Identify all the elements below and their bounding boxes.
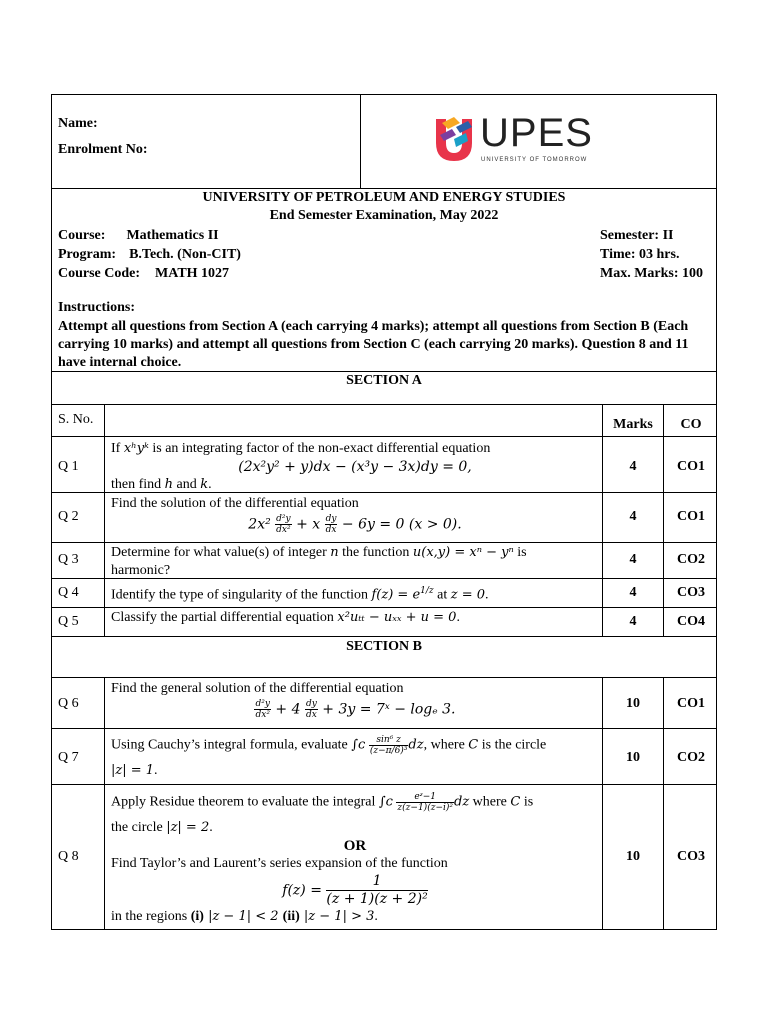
q4-math-z: z = 0 [450, 587, 486, 603]
q6-frac2-num: dy [305, 699, 317, 709]
course-row [58, 228, 219, 244]
instructions-label: Instructions: [58, 300, 136, 315]
code-row [58, 266, 229, 282]
header [52, 95, 716, 189]
q8-line4: Find Taylor’s and Laurent’s series expansion of the function [111, 856, 448, 871]
q3-math-u: u(x,y) = xⁿ − yⁿ [412, 545, 514, 560]
q6-frac1 [254, 699, 270, 720]
q6-marks: 10 [626, 696, 640, 711]
q7-number: Q 7 [58, 750, 79, 765]
exam-paper [51, 94, 717, 930]
q5-text-b: . [456, 610, 460, 625]
q7-text-d: . [154, 763, 158, 778]
time: Time: 03 hrs. [600, 247, 680, 262]
q3-number: Q 3 [58, 552, 79, 567]
q4-co: CO3 [677, 585, 705, 600]
exam-info [52, 188, 716, 372]
section-b-title: SECTION B [346, 639, 422, 654]
program-row [58, 247, 241, 263]
q8-frac-den: z(z−1)(z−i)² [397, 803, 453, 813]
q4-text-c: . [485, 587, 489, 603]
q8-math-c: C [510, 794, 521, 810]
q8-math-r2: |z − 1| > 3 [299, 909, 375, 924]
q8-region-ii: (ii) [282, 909, 300, 924]
col-line [663, 677, 664, 930]
q1-co: CO1 [677, 459, 705, 474]
q8-text-d: the circle [111, 820, 167, 835]
q2-eq-c: − 6y = 0 (x > 0). [337, 516, 462, 533]
col-line [104, 404, 105, 636]
q8-number: Q 8 [58, 849, 79, 864]
q6-number: Q 6 [58, 696, 79, 711]
upes-logo [432, 113, 592, 169]
q8-region-i: (i) [190, 909, 204, 924]
q6-frac1-num: d²y [255, 699, 270, 709]
q2-frac1-den: dx² [276, 525, 291, 535]
q2-frac2-num: dy [325, 514, 337, 524]
q2-text [111, 495, 599, 535]
exam-title: End Semester Examination, May 2022 [269, 208, 499, 223]
q8-math-r1: |z − 1| < 2 [203, 909, 283, 924]
q6-text [111, 680, 599, 720]
col-line [104, 677, 105, 930]
q2-line1: Find the solution of the differential equation [111, 496, 359, 511]
logo-mark-icon [432, 113, 476, 163]
divider [52, 436, 716, 437]
q6-line1: Find the general solution of the differential equation [111, 681, 404, 696]
q4-text-a: Identify the type of singularity of the function [111, 587, 372, 603]
course-value: Mathematics II [126, 228, 219, 243]
q5-math: x²uₜₜ − uₓₓ + u = 0 [337, 610, 457, 625]
divider [52, 404, 716, 405]
q5-number: Q 5 [58, 614, 79, 629]
q7-math-c: C [468, 737, 479, 753]
q8-big-frac-num: 1 [326, 873, 427, 891]
q8-text-b: where [469, 794, 511, 810]
q8-math-circle: |z| = 2 [166, 820, 210, 835]
course-label: Course: [58, 228, 106, 243]
q2-number: Q 2 [58, 509, 79, 524]
student-info-box [52, 95, 361, 188]
enrolment-label: Enrolment No: [58, 142, 148, 157]
q4-marks: 4 [629, 585, 637, 600]
divider [52, 542, 716, 543]
q8-co: CO3 [677, 849, 705, 864]
q4-math-f: f(z) = e [371, 587, 421, 603]
q8-dz: dz [454, 794, 470, 810]
semester: Semester: II [600, 228, 674, 243]
q7-text-c: is the circle [478, 737, 547, 753]
q4-number: Q 4 [58, 585, 79, 600]
q8-integral: ∫ᴄ [378, 794, 393, 810]
q8-text-c: is [520, 794, 534, 810]
q6-frac1-den: dx² [255, 710, 270, 720]
q2-eq-a: 2x² [248, 516, 271, 533]
q8-big-frac [326, 873, 427, 908]
q1-number: Q 1 [58, 459, 79, 474]
code-label: Course Code: [58, 266, 141, 281]
q2-frac2 [325, 514, 338, 535]
divider [52, 636, 716, 637]
col-line [602, 677, 603, 930]
university-name: UNIVERSITY OF PETROLEUM AND ENERGY STUDIES [202, 190, 566, 205]
q8-frac-num: eᶻ−1 [396, 792, 454, 803]
q8-text-g: . [374, 909, 378, 924]
q5-text [111, 609, 599, 627]
q1-text-e: . [208, 477, 212, 492]
q1-text-c: then find [111, 477, 165, 492]
q6-eq-b: + 3y = 7ˣ − logₑ 3. [317, 701, 456, 718]
divider [52, 578, 716, 579]
q2-frac1-num: d²y [276, 514, 291, 524]
max-marks: Max. Marks: 100 [600, 266, 704, 281]
q2-frac1 [275, 514, 291, 535]
q3-line2: harmonic? [111, 563, 171, 578]
q7-dz: dz [408, 737, 424, 753]
q7-frac-num: sin⁶ z [369, 735, 409, 746]
q8-text-a: Apply Residue theorem to evaluate the integral [111, 794, 379, 810]
q1-text-d: and [173, 477, 201, 492]
col-sno: S. No. [58, 412, 94, 427]
col-line [602, 404, 603, 636]
q4-text [111, 582, 599, 605]
q1-equation: (2x²y² + y)dx − (x³y − 3x)dy = 0, [238, 459, 472, 475]
logo-text: UPES [480, 111, 593, 155]
col-marks: Marks [613, 417, 653, 432]
q7-text-a: Using Cauchy’s integral formula, evaluate [111, 737, 352, 753]
q5-co: CO4 [677, 614, 705, 629]
q8-eq-lhs: f(z) = [282, 882, 327, 899]
program-value: B.Tech. (Non-CIT) [129, 247, 241, 262]
q3-math-n: n [330, 545, 339, 560]
divider [52, 492, 716, 493]
q7-co: CO2 [677, 750, 705, 765]
q7-frac-den: (z−π/6)³ [369, 746, 408, 756]
q1-marks: 4 [629, 459, 637, 474]
q1-text-a: If [111, 441, 124, 456]
q3-text [111, 544, 599, 580]
q8-equation [111, 873, 599, 908]
q7-integral: ∫ᴄ [351, 737, 366, 753]
q1-text [111, 440, 599, 494]
q6-frac2 [305, 699, 318, 720]
q7-text-b: , where [423, 737, 469, 753]
q8-text-e: . [209, 820, 213, 835]
divider [52, 728, 716, 729]
divider [52, 677, 716, 678]
q8-frac [396, 792, 454, 813]
q5-text-a: Classify the partial differential equation [111, 610, 338, 625]
q1-text-b: is an integrating factor of the non-exact differential equation [148, 441, 491, 456]
q6-eq-a: + 4 [270, 701, 301, 718]
q8-text-f: in the regions [111, 909, 191, 924]
q3-text-a: Determine for what value(s) of integer [111, 545, 331, 560]
q3-text-b: the function [338, 545, 413, 560]
q6-frac2-den: dx [305, 710, 317, 720]
q3-co: CO2 [677, 552, 705, 567]
q2-co: CO1 [677, 509, 705, 524]
q8-marks: 10 [626, 849, 640, 864]
q7-frac [369, 735, 409, 756]
q6-co: CO1 [677, 696, 705, 711]
program-label: Program: [58, 247, 117, 262]
q1-math-k: k [200, 477, 209, 492]
q1-math-h: h [164, 477, 174, 492]
section-a-title: SECTION A [346, 373, 422, 388]
q4-text-b: at [433, 587, 451, 603]
q3-marks: 4 [629, 552, 637, 567]
q7-text [111, 735, 599, 780]
q7-math-circle: |z| = 1 [111, 763, 155, 778]
q2-marks: 4 [629, 509, 637, 524]
q4-math-sup: 1/z [420, 586, 434, 596]
col-co: CO [680, 417, 702, 432]
q8-text [111, 792, 599, 926]
q8-or-label: OR [343, 838, 367, 854]
q6-equation [111, 699, 599, 720]
divider [52, 607, 716, 608]
q5-marks: 4 [629, 614, 637, 629]
q2-equation [111, 514, 599, 535]
q2-frac2-den: dx [325, 525, 337, 535]
code-value: MATH 1027 [155, 266, 230, 281]
col-line [663, 404, 664, 636]
q8-big-frac-den: (z + 1)(z + 2)² [326, 891, 428, 907]
q1-math: xʰyᵏ [123, 441, 149, 456]
instructions-text: Attempt all questions from Section A (each carrying 4 marks); attempt all questions from Section B (Each carrying 10 marks) and attempt all questions from Section C (each carrying 20 marks). Question 8 and 11 have internal choice. [58, 319, 689, 370]
divider [52, 784, 716, 785]
name-label: Name: [58, 116, 98, 131]
logo-subtitle: UNIVERSITY OF TOMORROW [481, 157, 588, 163]
q2-eq-b: + x [291, 516, 321, 533]
q7-marks: 10 [626, 750, 640, 765]
q3-text-c: is [513, 545, 527, 560]
